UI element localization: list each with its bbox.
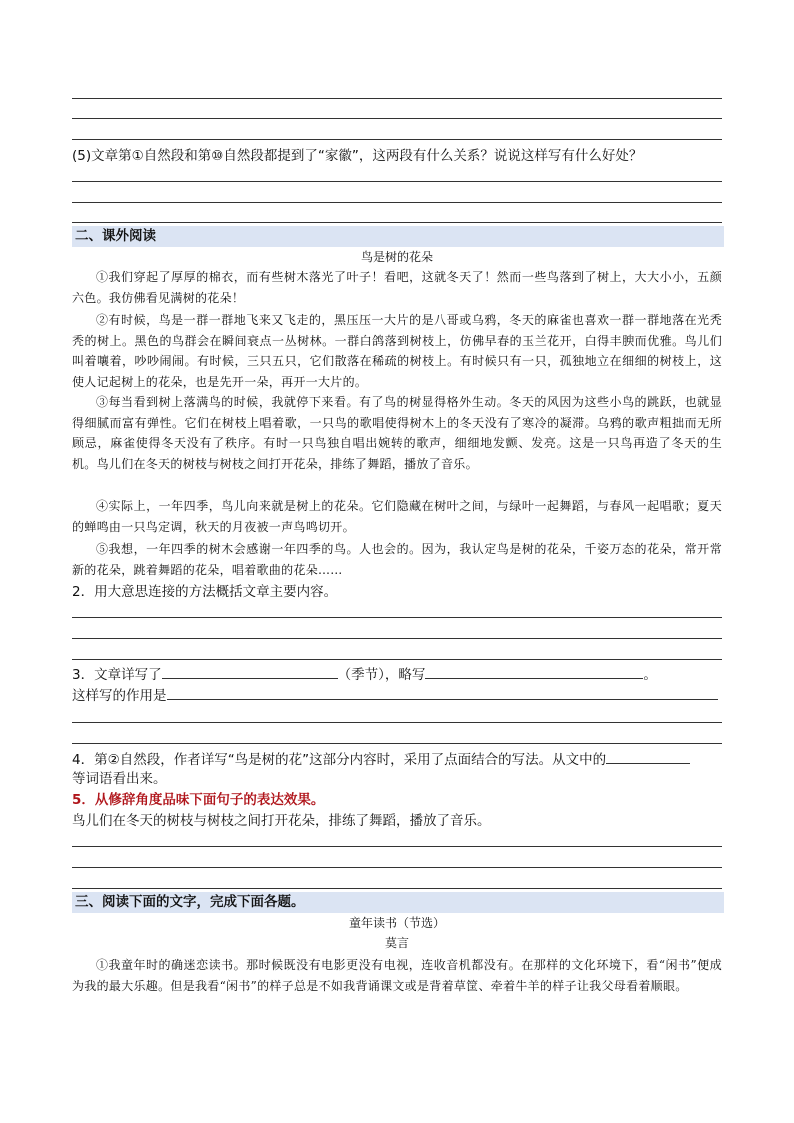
answer-line[interactable] [72, 743, 722, 744]
fill-blank-detailed-season[interactable] [162, 664, 338, 679]
article-paragraph-5: ⑤我想，一年四季的树木会感谢一年四季的鸟。人也会的。因为，我认定鸟是树的花朵，千姿万态的花朵，常开常新的花朵，跳着舞蹈的花朵，唱着歌曲的花朵…… [72, 542, 722, 577]
article-paragraph-3: ③每当看到树上落满鸟的时候，我就停下来看。有了鸟的树显得格外生动。冬天的风因为这些小鸟的跳跃，也就显得细腻而富有弹性。它们在树枝上唱着歌，一只鸟的歌唱使得树木上的冬天没有了寒冷的凝滞。乌鸦的歌声粗拙而无所顾忌，麻雀使得冬天没有了秩序。有时一只鸟独自唱出婉转的歌声，细细地发颤、发亮。这是一只鸟再造了冬天的生机。鸟儿们在冬天的树枝与树枝之间打开花朵，排练了舞蹈，播放了音乐。 [72, 395, 722, 471]
quoted-sentence: 鸟儿们在冬天的树枝与树枝之间打开花朵，排练了舞蹈，播放了音乐。 [72, 813, 491, 829]
answer-line[interactable] [72, 118, 722, 119]
question-3-line [72, 664, 657, 685]
answer-line[interactable] [72, 98, 722, 99]
question-4-text-b: 等词语看出来。 [72, 771, 167, 787]
article-paragraph-2: ②有时候，鸟是一群一群地飞来又飞走的，黑压压一大片的是八哥或乌鸦，冬天的麻雀也喜欢一群一群地落在光秃秃的树上。黑色的鸟群会在瞬间衰点一丛树林。一群白鸽落到树枝上，仿佛早春的玉兰花开，白得丰腴而优雅。鸟儿们叫着嚷着，吵吵闹闹。有时候，三只五只，它们散落在稀疏的树枝上。有时候只有一只，孤独地立在细细的树枝上，这使人记起树上的花朵，也是先开一朵，再开一大片的。 [72, 313, 722, 389]
article-author: 莫言 [384, 936, 409, 950]
question-3-text-a: 3．文章详写了 [72, 667, 162, 683]
question-3-text-d: 这样写的作用是 [72, 688, 167, 704]
answer-line[interactable] [72, 139, 722, 140]
section-heading: 二、课外阅读 [72, 226, 724, 247]
question-3-text-c: 。 [643, 667, 657, 683]
article-paragraph-1: ①我童年时的确迷恋读书。那时候既没有电影更没有电视，连收音机都没有。在那样的文化环境下，看“闲书”便成为我的最大乐趣。但是我看“闲书”的样子总是不如我背诵课文或是背着草筐、牵着牛羊的样子让我父母看着顺眼。 [72, 958, 722, 993]
answer-line[interactable] [72, 722, 722, 723]
answer-line[interactable] [72, 617, 722, 618]
answer-line[interactable] [72, 638, 722, 639]
answer-line[interactable] [72, 181, 722, 182]
fill-blank-words[interactable] [606, 749, 690, 764]
answer-line[interactable] [72, 659, 722, 660]
answer-line[interactable] [72, 202, 722, 203]
question-2-text: 2．用大意思连接的方法概括文章主要内容。 [72, 584, 338, 600]
answer-line[interactable] [72, 888, 722, 889]
question-3-line-2 [72, 685, 718, 706]
fill-blank-effect[interactable] [167, 685, 718, 700]
question-3-text-b: （季节），略写 [337, 667, 426, 683]
article-title: 童年读书（节选） [348, 916, 445, 930]
article-paragraph-4: ④实际上，一年四季，鸟儿向来就是树上的花朵。它们隐藏在树叶之间，与绿叶一起舞蹈，与春风一起唱歌；夏天的蝉鸣由一只鸟定调，秋天的月夜被一声鸟鸣切开。 [72, 499, 722, 534]
question-5-text: (5)文章第①自然段和第⑩自然段都提到了“家徽”，这两段有什么关系？说说这样写有什么好处？ [72, 148, 643, 164]
question-5b-text: 5．从修辞角度品味下面句子的表达效果。 [72, 792, 325, 808]
section-heading: 三、阅读下面的文字，完成下面各题。 [72, 892, 724, 913]
article-paragraph-1: ①我们穿起了厚厚的棉衣，而有些树木落光了叶子！看吧，这就冬天了！然而一些鸟落到了树上，大大小小，五颜六色。我仿佛看见满树的花朵！ [72, 270, 722, 305]
answer-line[interactable] [72, 222, 722, 223]
question-4-line [72, 749, 690, 770]
answer-line[interactable] [72, 846, 722, 847]
answer-line[interactable] [72, 867, 722, 868]
fill-blank-brief-season[interactable] [425, 664, 643, 679]
question-4-text-a: 4．第②自然段，作者详写“鸟是树的花”这部分内容时，采用了点面结合的写法。从文中的 [72, 752, 607, 768]
article-title: 鸟是树的花朵 [360, 250, 433, 264]
